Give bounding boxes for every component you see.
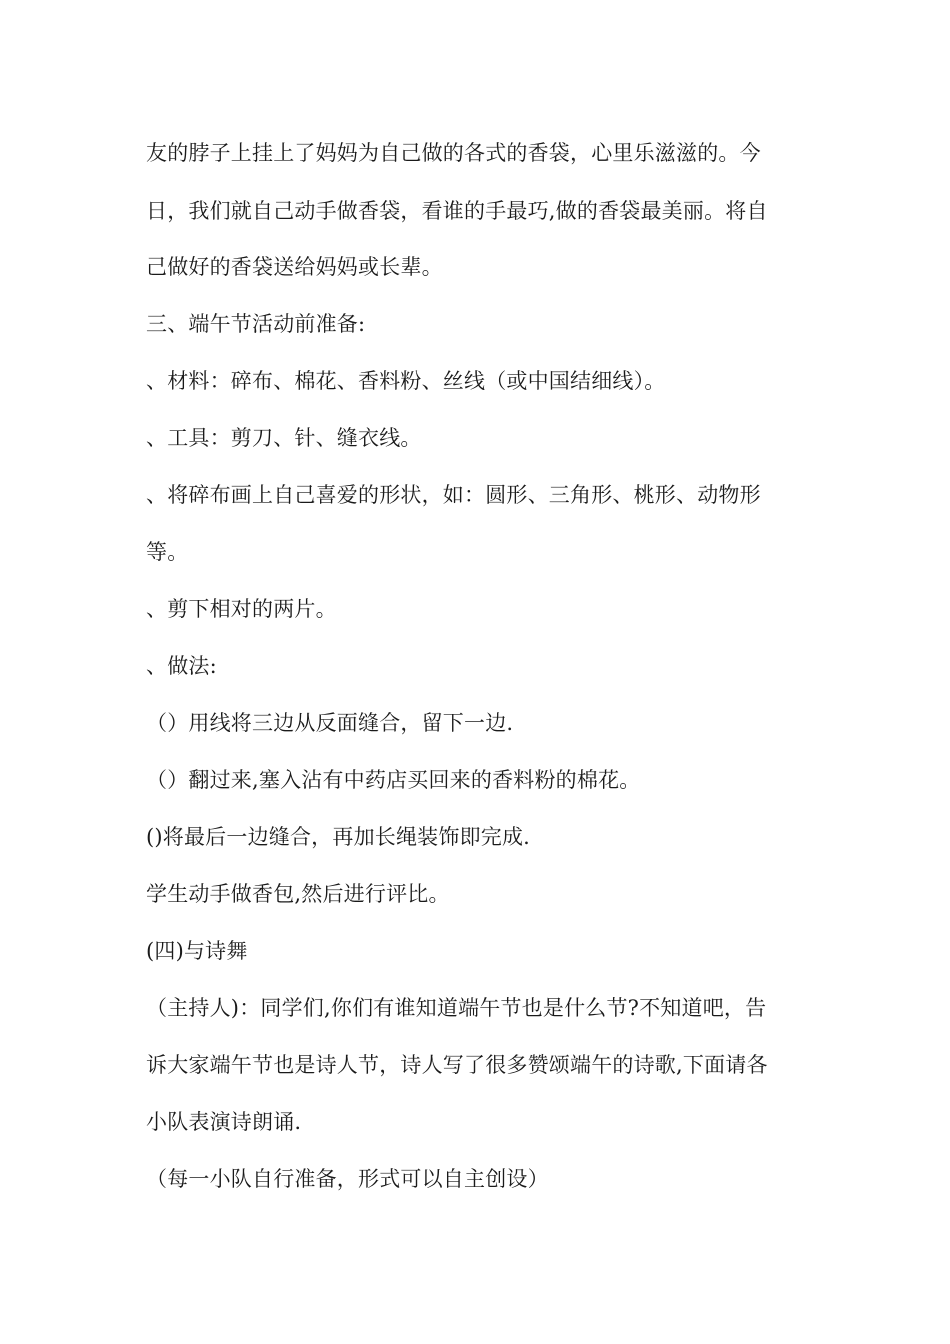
paragraph-line: （主持人)：同学们,你们有谁知道端午节也是什么节?不知道吧，告 bbox=[146, 996, 767, 1020]
paragraph-line: （每一小队自行准备，形式可以自主创设） bbox=[146, 1167, 549, 1191]
section-heading: 三、端午节活动前准备: bbox=[146, 312, 366, 336]
list-item: 、做法: bbox=[146, 654, 217, 678]
section-heading: (四)与诗舞 bbox=[146, 939, 248, 963]
paragraph-line: 日，我们就自己动手做香袋，看谁的手最巧,做的香袋最美丽。将自 bbox=[146, 199, 768, 223]
sub-list-item: （）用线将三边从反面缝合，留下一边. bbox=[146, 711, 514, 735]
paragraph-line: 等。 bbox=[146, 540, 189, 564]
list-item: 、工具：剪刀、针、缝衣线。 bbox=[146, 426, 422, 450]
list-item: 、将碎布画上自己喜爱的形状，如：圆形、三角形、桃形、动物形 bbox=[146, 483, 761, 507]
paragraph-line: 己做好的香袋送给妈妈或长辈。 bbox=[146, 255, 443, 279]
sub-list-item: ()将最后一边缝合，再加长绳装饰即完成. bbox=[146, 825, 531, 849]
list-item: 、剪下相对的两片。 bbox=[146, 597, 337, 621]
paragraph-line: 友的脖子上挂上了妈妈为自己做的各式的香袋，心里乐滋滋的。今 bbox=[146, 141, 761, 165]
paragraph-line: 小队表演诗朗诵. bbox=[146, 1110, 302, 1134]
list-item: 、材料：碎布、棉花、香料粉、丝线（或中国结细线）。 bbox=[146, 369, 666, 393]
paragraph-line: 诉大家端午节也是诗人节，诗人写了很多赞颂端午的诗歌,下面请各 bbox=[146, 1053, 768, 1077]
sub-list-item: （）翻过来,塞入沾有中药店买回来的香料粉的棉花。 bbox=[146, 768, 641, 792]
paragraph-line: 学生动手做香包,然后进行评比。 bbox=[146, 882, 450, 906]
